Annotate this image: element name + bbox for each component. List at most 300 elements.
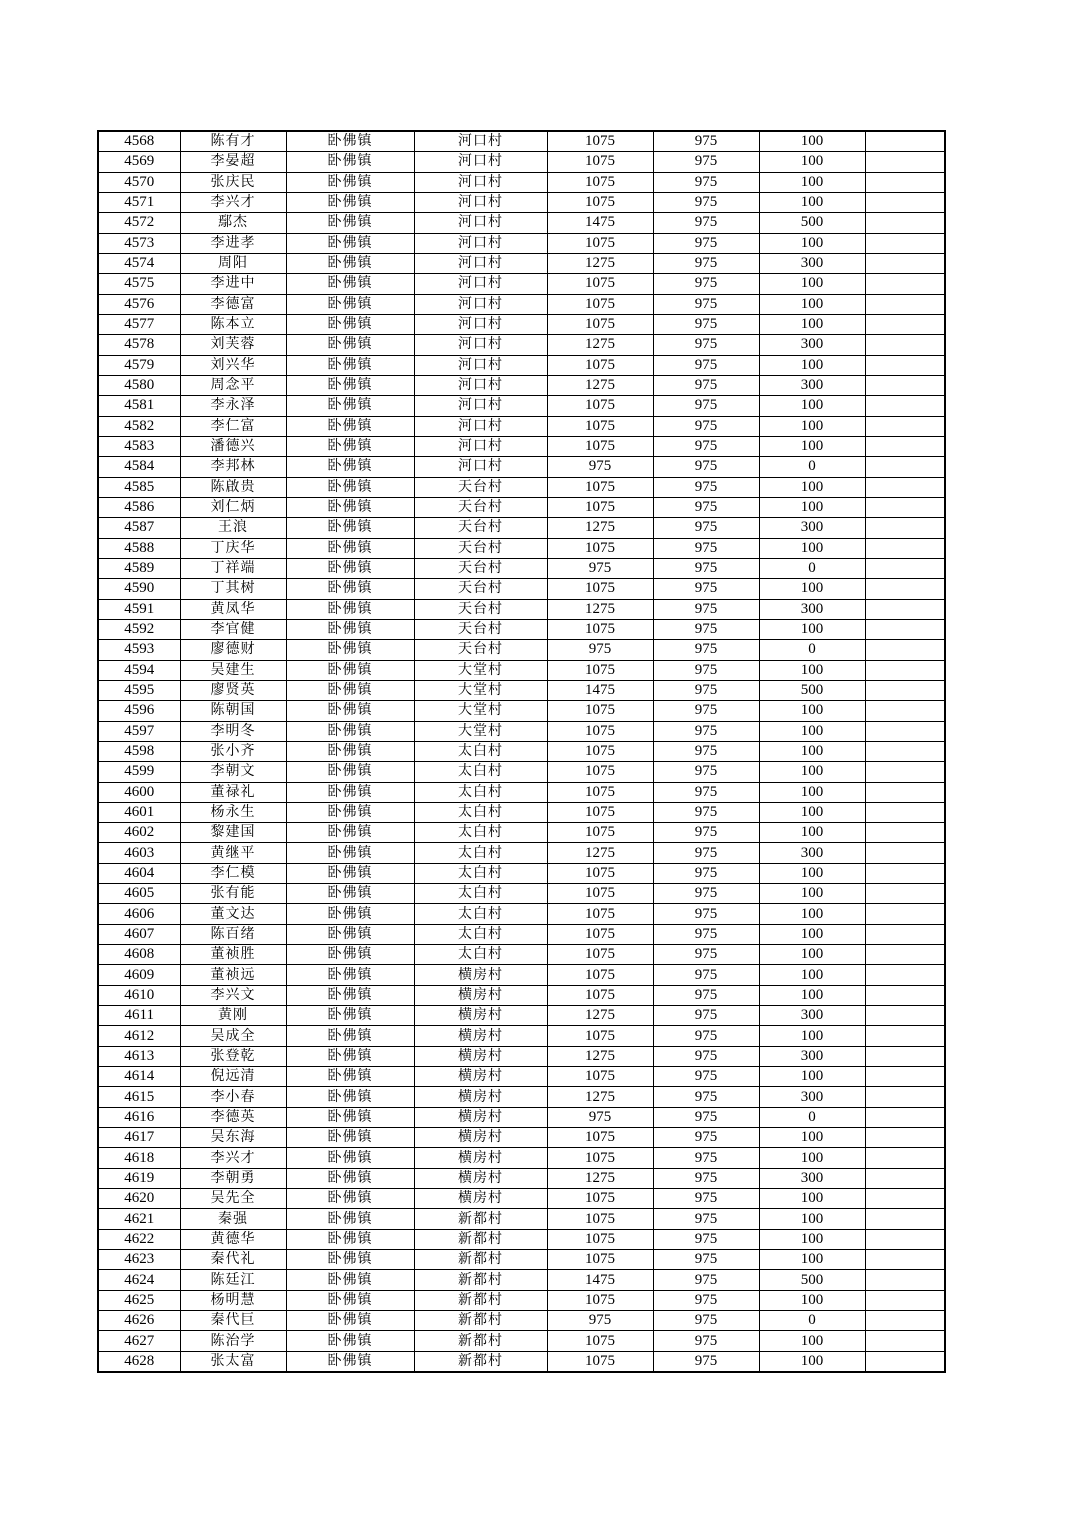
- amount-base-cell: 975: [653, 741, 759, 761]
- amount-base-cell: 975: [653, 1026, 759, 1046]
- person-name-cell: 潘德兴: [180, 436, 286, 456]
- table-row: [98, 1168, 945, 1188]
- town-cell: 卧佛镇: [286, 1270, 414, 1290]
- amount-difference-cell: 100: [759, 802, 865, 822]
- village-cell: 大堂村: [414, 680, 547, 700]
- remark-cell: [865, 1209, 945, 1229]
- person-name-cell: 黎建国: [180, 823, 286, 843]
- village-cell: 天台村: [414, 497, 547, 517]
- amount-total-cell: 1275: [547, 843, 653, 863]
- table-row: [98, 477, 945, 497]
- town-cell: 卧佛镇: [286, 457, 414, 477]
- person-name-cell: 刘兴华: [180, 355, 286, 375]
- person-name-cell: 李仁模: [180, 863, 286, 883]
- amount-difference-cell: 0: [759, 640, 865, 660]
- person-name-cell: 张庆民: [180, 172, 286, 192]
- town-cell: 卧佛镇: [286, 152, 414, 172]
- amount-base-cell: 975: [653, 233, 759, 253]
- amount-total-cell: 1075: [547, 741, 653, 761]
- town-cell: 卧佛镇: [286, 518, 414, 538]
- town-cell: 卧佛镇: [286, 924, 414, 944]
- remark-cell: [865, 863, 945, 883]
- amount-total-cell: 1275: [547, 375, 653, 395]
- amount-difference-cell: 100: [759, 497, 865, 517]
- amount-base-cell: 975: [653, 1331, 759, 1351]
- village-cell: 横房村: [414, 1006, 547, 1026]
- village-cell: 太白村: [414, 924, 547, 944]
- amount-base-cell: 975: [653, 152, 759, 172]
- remark-cell: [865, 538, 945, 558]
- town-cell: 卧佛镇: [286, 558, 414, 578]
- table-row: [98, 1006, 945, 1026]
- remark-cell: [865, 213, 945, 233]
- remark-cell: [865, 436, 945, 456]
- amount-total-cell: 1075: [547, 1209, 653, 1229]
- person-name-cell: 李仁富: [180, 416, 286, 436]
- amount-difference-cell: 100: [759, 741, 865, 761]
- remark-cell: [865, 1107, 945, 1127]
- amount-total-cell: 1075: [547, 1290, 653, 1310]
- table-row: [98, 924, 945, 944]
- village-cell: 天台村: [414, 599, 547, 619]
- table-row: [98, 558, 945, 578]
- row-number-cell: 4622: [98, 1229, 180, 1249]
- person-name-cell: 陈本立: [180, 314, 286, 334]
- row-number-cell: 4609: [98, 965, 180, 985]
- town-cell: 卧佛镇: [286, 233, 414, 253]
- person-name-cell: 黄凤华: [180, 599, 286, 619]
- town-cell: 卧佛镇: [286, 985, 414, 1005]
- amount-base-cell: 975: [653, 782, 759, 802]
- amount-base-cell: 975: [653, 843, 759, 863]
- town-cell: 卧佛镇: [286, 1290, 414, 1310]
- person-name-cell: 董文达: [180, 904, 286, 924]
- amount-difference-cell: 100: [759, 1351, 865, 1372]
- person-name-cell: 李朝勇: [180, 1168, 286, 1188]
- table-row: [98, 497, 945, 517]
- remark-cell: [865, 884, 945, 904]
- remark-cell: [865, 640, 945, 660]
- town-cell: 卧佛镇: [286, 1311, 414, 1331]
- person-name-cell: 陈朝国: [180, 701, 286, 721]
- person-name-cell: 李兴文: [180, 985, 286, 1005]
- row-number-cell: 4601: [98, 802, 180, 822]
- row-number-cell: 4568: [98, 131, 180, 152]
- village-cell: 河口村: [414, 375, 547, 395]
- village-cell: 天台村: [414, 518, 547, 538]
- village-cell: 河口村: [414, 253, 547, 273]
- amount-difference-cell: 100: [759, 762, 865, 782]
- amount-difference-cell: 100: [759, 274, 865, 294]
- person-name-cell: 李邦林: [180, 457, 286, 477]
- person-name-cell: 黄刚: [180, 1006, 286, 1026]
- remark-cell: [865, 802, 945, 822]
- town-cell: 卧佛镇: [286, 213, 414, 233]
- amount-base-cell: 975: [653, 1290, 759, 1310]
- table-row: [98, 802, 945, 822]
- amount-total-cell: 1075: [547, 802, 653, 822]
- amount-total-cell: 1075: [547, 1026, 653, 1046]
- row-number-cell: 4582: [98, 416, 180, 436]
- amount-base-cell: 975: [653, 274, 759, 294]
- row-number-cell: 4628: [98, 1351, 180, 1372]
- row-number-cell: 4572: [98, 213, 180, 233]
- table-row: [98, 701, 945, 721]
- person-name-cell: 倪远清: [180, 1067, 286, 1087]
- village-cell: 天台村: [414, 477, 547, 497]
- village-cell: 横房村: [414, 1128, 547, 1148]
- town-cell: 卧佛镇: [286, 599, 414, 619]
- amount-difference-cell: 300: [759, 1046, 865, 1066]
- amount-difference-cell: 100: [759, 538, 865, 558]
- table-row: [98, 1250, 945, 1270]
- row-number-cell: 4580: [98, 375, 180, 395]
- remark-cell: [865, 1087, 945, 1107]
- village-cell: 新都村: [414, 1290, 547, 1310]
- amount-base-cell: 975: [653, 416, 759, 436]
- person-name-cell: 董祯胜: [180, 945, 286, 965]
- row-number-cell: 4570: [98, 172, 180, 192]
- town-cell: 卧佛镇: [286, 294, 414, 314]
- town-cell: 卧佛镇: [286, 1107, 414, 1127]
- remark-cell: [865, 477, 945, 497]
- amount-base-cell: 975: [653, 355, 759, 375]
- table-row: [98, 782, 945, 802]
- amount-total-cell: 1075: [547, 863, 653, 883]
- remark-cell: [865, 619, 945, 639]
- town-cell: 卧佛镇: [286, 802, 414, 822]
- remark-cell: [865, 1331, 945, 1351]
- table-row: [98, 131, 945, 152]
- amount-difference-cell: 100: [759, 884, 865, 904]
- amount-difference-cell: 100: [759, 782, 865, 802]
- table-row: [98, 518, 945, 538]
- town-cell: 卧佛镇: [286, 660, 414, 680]
- person-name-cell: 董祯远: [180, 965, 286, 985]
- table-row: [98, 863, 945, 883]
- row-number-cell: 4607: [98, 924, 180, 944]
- amount-difference-cell: 100: [759, 721, 865, 741]
- row-number-cell: 4594: [98, 660, 180, 680]
- amount-difference-cell: 100: [759, 1148, 865, 1168]
- village-cell: 横房村: [414, 1067, 547, 1087]
- person-name-cell: 周阳: [180, 253, 286, 273]
- town-cell: 卧佛镇: [286, 436, 414, 456]
- person-name-cell: 张登乾: [180, 1046, 286, 1066]
- amount-difference-cell: 0: [759, 457, 865, 477]
- village-cell: 太白村: [414, 863, 547, 883]
- person-name-cell: 李永泽: [180, 396, 286, 416]
- table-row: [98, 1148, 945, 1168]
- person-name-cell: 陈百绪: [180, 924, 286, 944]
- row-number-cell: 4626: [98, 1311, 180, 1331]
- amount-total-cell: 1075: [547, 660, 653, 680]
- town-cell: 卧佛镇: [286, 1006, 414, 1026]
- town-cell: 卧佛镇: [286, 1250, 414, 1270]
- amount-difference-cell: 100: [759, 294, 865, 314]
- row-number-cell: 4571: [98, 192, 180, 212]
- village-cell: 天台村: [414, 619, 547, 639]
- amount-total-cell: 1075: [547, 233, 653, 253]
- row-number-cell: 4587: [98, 518, 180, 538]
- table-row: [98, 1128, 945, 1148]
- table-row: [98, 172, 945, 192]
- amount-total-cell: 1075: [547, 314, 653, 334]
- amount-difference-cell: 100: [759, 579, 865, 599]
- amount-difference-cell: 100: [759, 1331, 865, 1351]
- person-name-cell: 陈啟贵: [180, 477, 286, 497]
- person-name-cell: 吴东海: [180, 1128, 286, 1148]
- amount-total-cell: 1075: [547, 945, 653, 965]
- table-row: [98, 1270, 945, 1290]
- amount-difference-cell: 0: [759, 558, 865, 578]
- person-name-cell: 鄢杰: [180, 213, 286, 233]
- remark-cell: [865, 599, 945, 619]
- remark-cell: [865, 823, 945, 843]
- amount-difference-cell: 300: [759, 599, 865, 619]
- village-cell: 河口村: [414, 192, 547, 212]
- remark-cell: [865, 192, 945, 212]
- person-name-cell: 李官健: [180, 619, 286, 639]
- village-cell: 横房村: [414, 985, 547, 1005]
- remark-cell: [865, 294, 945, 314]
- town-cell: 卧佛镇: [286, 1189, 414, 1209]
- amount-total-cell: 1075: [547, 965, 653, 985]
- remark-cell: [865, 762, 945, 782]
- amount-difference-cell: 300: [759, 335, 865, 355]
- remark-cell: [865, 782, 945, 802]
- amount-total-cell: 1075: [547, 904, 653, 924]
- amount-base-cell: 975: [653, 1168, 759, 1188]
- person-name-cell: 黄继平: [180, 843, 286, 863]
- amount-difference-cell: 100: [759, 701, 865, 721]
- person-name-cell: 张有能: [180, 884, 286, 904]
- amount-total-cell: 1275: [547, 253, 653, 273]
- village-cell: 大堂村: [414, 701, 547, 721]
- remark-cell: [865, 131, 945, 152]
- remark-cell: [865, 1006, 945, 1026]
- town-cell: 卧佛镇: [286, 497, 414, 517]
- amount-total-cell: 1075: [547, 619, 653, 639]
- amount-difference-cell: 100: [759, 1229, 865, 1249]
- amount-total-cell: 1075: [547, 1351, 653, 1372]
- remark-cell: [865, 335, 945, 355]
- village-cell: 太白村: [414, 762, 547, 782]
- village-cell: 太白村: [414, 843, 547, 863]
- amount-base-cell: 975: [653, 497, 759, 517]
- row-number-cell: 4598: [98, 741, 180, 761]
- table-row: [98, 375, 945, 395]
- amount-base-cell: 975: [653, 538, 759, 558]
- table-row: [98, 1189, 945, 1209]
- amount-difference-cell: 100: [759, 863, 865, 883]
- remark-cell: [865, 1270, 945, 1290]
- row-number-cell: 4613: [98, 1046, 180, 1066]
- remark-cell: [865, 1250, 945, 1270]
- remark-cell: [865, 375, 945, 395]
- row-number-cell: 4611: [98, 1006, 180, 1026]
- amount-base-cell: 975: [653, 314, 759, 334]
- amount-difference-cell: 100: [759, 233, 865, 253]
- row-number-cell: 4619: [98, 1168, 180, 1188]
- table-row: [98, 884, 945, 904]
- village-cell: 天台村: [414, 538, 547, 558]
- person-name-cell: 李晏超: [180, 152, 286, 172]
- table-row: [98, 1311, 945, 1331]
- amount-difference-cell: 500: [759, 213, 865, 233]
- town-cell: 卧佛镇: [286, 1229, 414, 1249]
- amount-difference-cell: 100: [759, 131, 865, 152]
- amount-total-cell: 1275: [547, 335, 653, 355]
- town-cell: 卧佛镇: [286, 904, 414, 924]
- amount-base-cell: 975: [653, 884, 759, 904]
- amount-base-cell: 975: [653, 721, 759, 741]
- remark-cell: [865, 314, 945, 334]
- person-name-cell: 秦代巨: [180, 1311, 286, 1331]
- table-row: [98, 823, 945, 843]
- town-cell: 卧佛镇: [286, 172, 414, 192]
- table-row: [98, 233, 945, 253]
- person-name-cell: 李兴才: [180, 1148, 286, 1168]
- remark-cell: [865, 172, 945, 192]
- person-name-cell: 秦代礼: [180, 1250, 286, 1270]
- amount-difference-cell: 100: [759, 355, 865, 375]
- amount-difference-cell: 100: [759, 477, 865, 497]
- amount-total-cell: 975: [547, 558, 653, 578]
- amount-base-cell: 975: [653, 1107, 759, 1127]
- amount-difference-cell: 0: [759, 1311, 865, 1331]
- amount-total-cell: 1075: [547, 355, 653, 375]
- table-row: [98, 1331, 945, 1351]
- amount-base-cell: 975: [653, 213, 759, 233]
- amount-difference-cell: 100: [759, 172, 865, 192]
- row-number-cell: 4599: [98, 762, 180, 782]
- amount-base-cell: 975: [653, 253, 759, 273]
- remark-cell: [865, 680, 945, 700]
- table-row: [98, 904, 945, 924]
- amount-total-cell: 1275: [547, 1087, 653, 1107]
- amount-total-cell: 1075: [547, 172, 653, 192]
- table-row: [98, 335, 945, 355]
- town-cell: 卧佛镇: [286, 1148, 414, 1168]
- amount-base-cell: 975: [653, 1229, 759, 1249]
- amount-total-cell: 1075: [547, 1229, 653, 1249]
- town-cell: 卧佛镇: [286, 416, 414, 436]
- village-cell: 新都村: [414, 1229, 547, 1249]
- person-name-cell: 李兴才: [180, 192, 286, 212]
- row-number-cell: 4621: [98, 1209, 180, 1229]
- amount-base-cell: 975: [653, 762, 759, 782]
- amount-total-cell: 1075: [547, 192, 653, 212]
- table-row: [98, 762, 945, 782]
- village-cell: 河口村: [414, 457, 547, 477]
- village-cell: 太白村: [414, 802, 547, 822]
- amount-total-cell: 1075: [547, 701, 653, 721]
- row-number-cell: 4595: [98, 680, 180, 700]
- amount-base-cell: 975: [653, 579, 759, 599]
- amount-total-cell: 1075: [547, 1148, 653, 1168]
- remark-cell: [865, 985, 945, 1005]
- village-cell: 新都村: [414, 1331, 547, 1351]
- table-row: [98, 579, 945, 599]
- village-cell: 横房村: [414, 1148, 547, 1168]
- amount-difference-cell: 100: [759, 965, 865, 985]
- amount-difference-cell: 100: [759, 192, 865, 212]
- amount-base-cell: 975: [653, 1189, 759, 1209]
- town-cell: 卧佛镇: [286, 823, 414, 843]
- table-row: [98, 619, 945, 639]
- amount-total-cell: 1075: [547, 538, 653, 558]
- amount-difference-cell: 300: [759, 518, 865, 538]
- village-cell: 天台村: [414, 558, 547, 578]
- table-row: [98, 843, 945, 863]
- amount-difference-cell: 100: [759, 314, 865, 334]
- amount-total-cell: 1475: [547, 680, 653, 700]
- amount-base-cell: 975: [653, 1006, 759, 1026]
- amount-base-cell: 975: [653, 192, 759, 212]
- row-number-cell: 4603: [98, 843, 180, 863]
- person-name-cell: 秦强: [180, 1209, 286, 1229]
- town-cell: 卧佛镇: [286, 1026, 414, 1046]
- village-cell: 新都村: [414, 1311, 547, 1331]
- person-name-cell: 丁祥端: [180, 558, 286, 578]
- amount-base-cell: 975: [653, 396, 759, 416]
- amount-base-cell: 975: [653, 640, 759, 660]
- village-cell: 河口村: [414, 314, 547, 334]
- row-number-cell: 4586: [98, 497, 180, 517]
- amount-difference-cell: 100: [759, 436, 865, 456]
- town-cell: 卧佛镇: [286, 579, 414, 599]
- amount-base-cell: 975: [653, 924, 759, 944]
- row-number-cell: 4596: [98, 701, 180, 721]
- amount-base-cell: 975: [653, 802, 759, 822]
- row-number-cell: 4590: [98, 579, 180, 599]
- person-name-cell: 李小春: [180, 1087, 286, 1107]
- row-number-cell: 4575: [98, 274, 180, 294]
- town-cell: 卧佛镇: [286, 680, 414, 700]
- village-cell: 大堂村: [414, 721, 547, 741]
- table-row: [98, 1067, 945, 1087]
- row-number-cell: 4591: [98, 599, 180, 619]
- person-name-cell: 李明冬: [180, 721, 286, 741]
- amount-difference-cell: 100: [759, 924, 865, 944]
- town-cell: 卧佛镇: [286, 1087, 414, 1107]
- town-cell: 卧佛镇: [286, 396, 414, 416]
- row-number-cell: 4569: [98, 152, 180, 172]
- amount-difference-cell: 500: [759, 1270, 865, 1290]
- village-cell: 太白村: [414, 884, 547, 904]
- table-row: [98, 1026, 945, 1046]
- amount-difference-cell: 300: [759, 843, 865, 863]
- table-row: [98, 965, 945, 985]
- table-row: [98, 1290, 945, 1310]
- table-row: [98, 945, 945, 965]
- table-row: [98, 1351, 945, 1372]
- person-name-cell: 刘芙蓉: [180, 335, 286, 355]
- remark-cell: [865, 558, 945, 578]
- village-cell: 太白村: [414, 904, 547, 924]
- remark-cell: [865, 701, 945, 721]
- person-name-cell: 李进中: [180, 274, 286, 294]
- amount-base-cell: 975: [653, 945, 759, 965]
- person-name-cell: 丁其树: [180, 579, 286, 599]
- table-row: [98, 985, 945, 1005]
- village-cell: 天台村: [414, 640, 547, 660]
- village-cell: 太白村: [414, 741, 547, 761]
- amount-total-cell: 1475: [547, 213, 653, 233]
- row-number-cell: 4612: [98, 1026, 180, 1046]
- row-number-cell: 4606: [98, 904, 180, 924]
